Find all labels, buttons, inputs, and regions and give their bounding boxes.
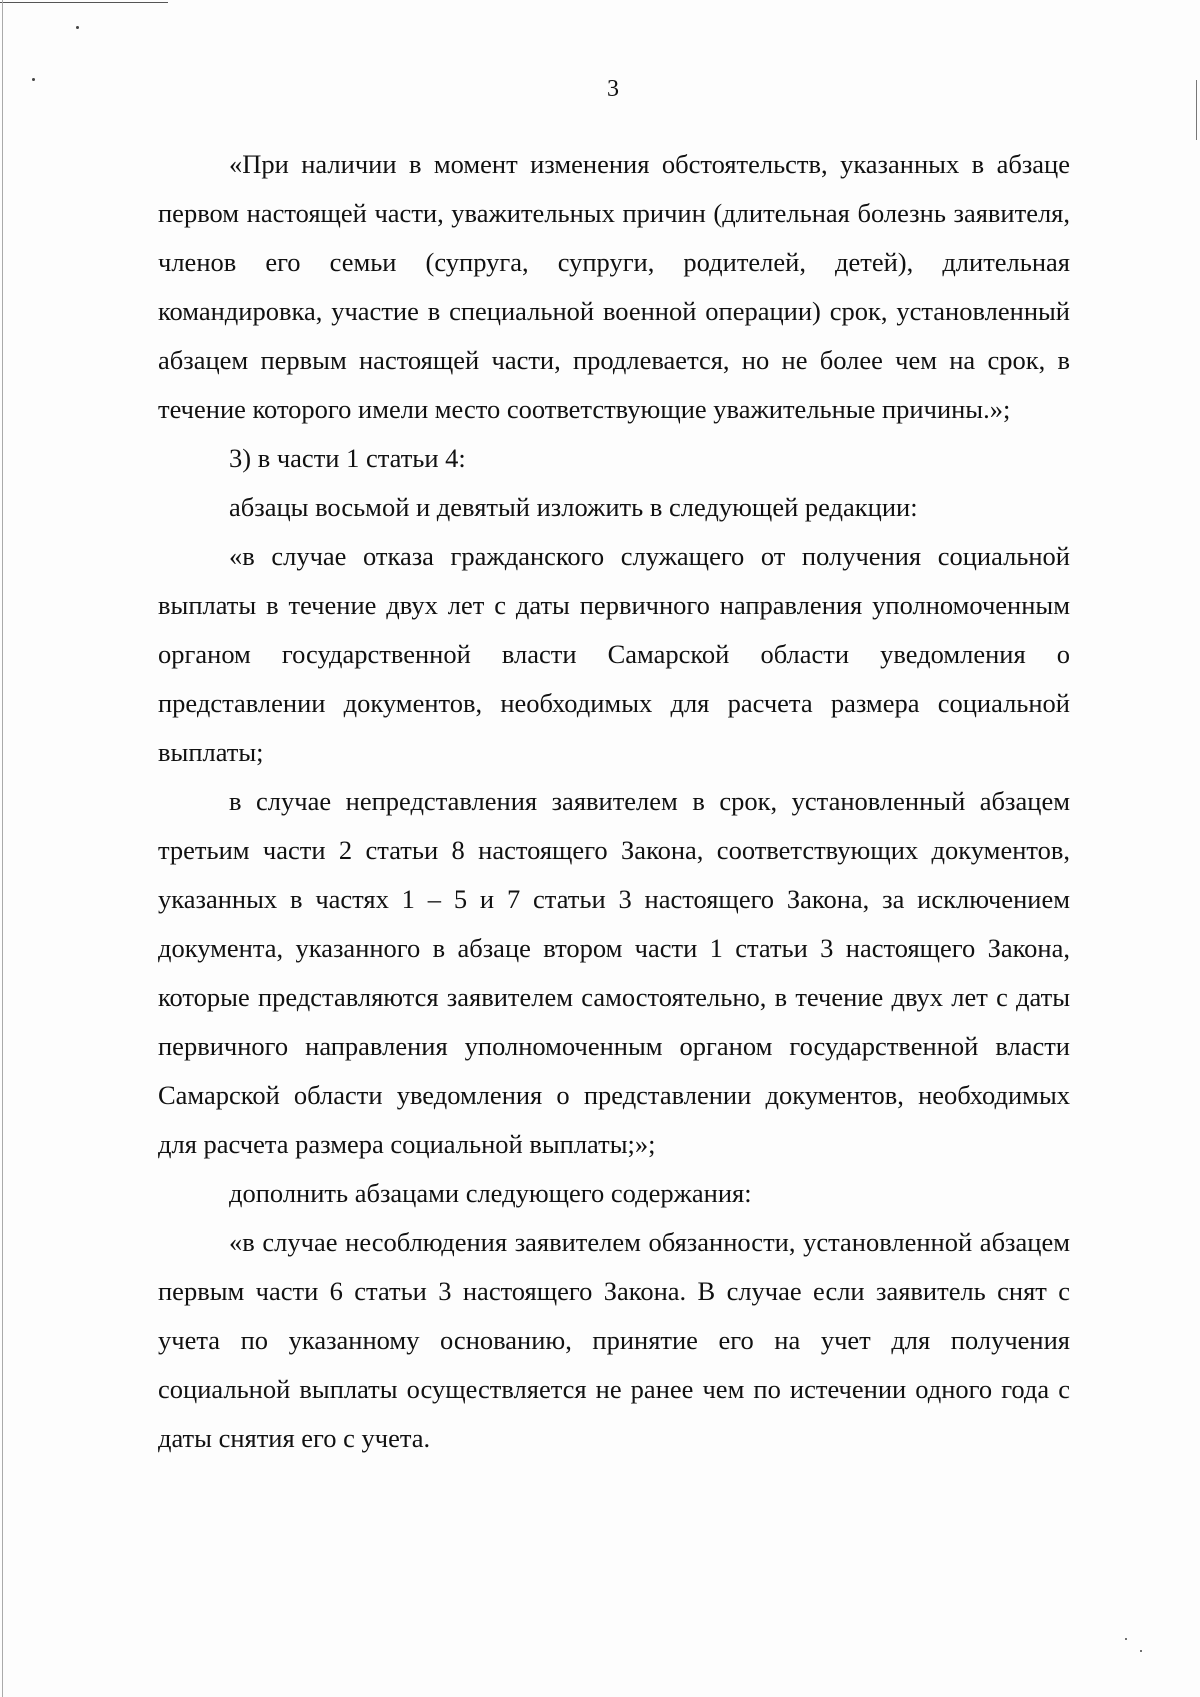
paragraph-amendment-instruction: абзацы восьмой и девятый изложить в следующей редакции:: [229, 492, 918, 522]
scan-top-rule: [0, 2, 168, 3]
page-number: 3: [607, 76, 619, 102]
scan-speck: [76, 26, 79, 29]
paragraph-item-3-heading: 3) в части 1 статьи 4:: [229, 443, 466, 473]
paragraph-non-submission-case: в случае непредставления заявителем в срок, установленный абзацем третьим части 2 статьи 8 настоящего Закона, соответствующих документов, указанных в частях 1 – 5 и 7 статьи 3 настоящего Закона, за исключением документа, указанного в абзаце втором части 1 статьи 3 настоящего Закона, которые представляются заявителем самостоятельно, в течение двух лет с даты первичного направления уполномоченным органом государственной власти Самарской области уведомления о представлении документов, необходимых для расчета размера социальной выплаты;»;: [158, 786, 1070, 1159]
document-body: [158, 140, 1070, 1463]
scan-left-edge: [2, 0, 3, 1697]
scan-speck: [1125, 1638, 1127, 1640]
paragraph-refusal-case: «в случае отказа гражданского служащего от получения социальной выплаты в течение двух лет с даты первичного направления уполномоченным органом государственной власти Самарской области уведомления о представлении документов, необходимых для расчета размера социальной выплаты;: [158, 541, 1070, 767]
paragraph-non-compliance-case: «в случае несоблюдения заявителем обязанности, установленной абзацем первым части 6 статьи 3 настоящего Закона. В случае если заявитель снят с учета по указанному основанию, принятие его на учет для получения социальной выплаты осуществляется не ранее чем по истечении одного года с даты снятия его с учета.: [158, 1227, 1070, 1453]
paragraph-deadline-extension: «При наличии в момент изменения обстоятельств, указанных в абзаце первом настоящей части, уважительных причин (длительная болезнь заявителя, членов его семьи (супруга, супруги, родителей, детей), длительная командировка, участие в специальной военной операции) срок, установленный абзацем первым настоящей части, продлевается, но не более чем на срок, в течение которого имели место соответствующие уважительные причины.»;: [158, 149, 1070, 424]
scan-speck: [1140, 1650, 1142, 1652]
paragraph-supplement-instruction: дополнить абзацами следующего содержания:: [229, 1178, 752, 1208]
